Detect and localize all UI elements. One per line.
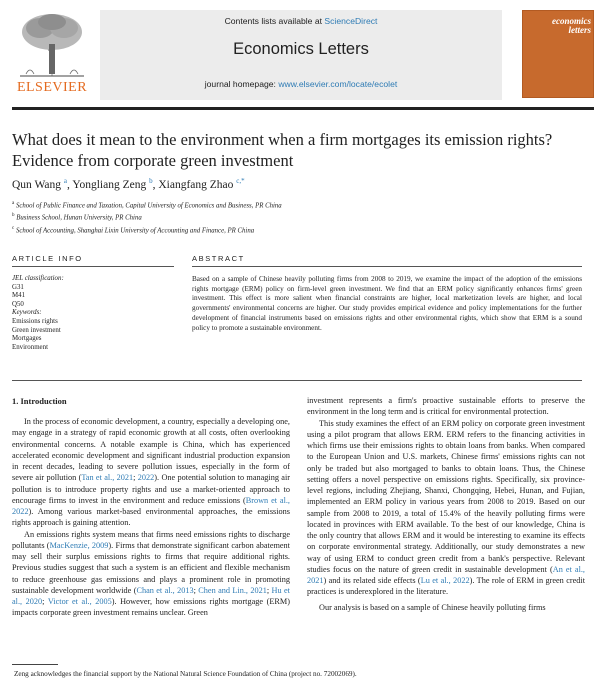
homepage-prefix: journal homepage: bbox=[204, 79, 279, 89]
author-3-affil-link[interactable]: c,* bbox=[236, 177, 245, 185]
paragraph: An emissions rights system means that firms need emissions rights to discharge pollutants (MacKenzie, 2009). Firms that demonstrate significant carbon abatement may sell their surplus emissions rights to firms that require additional rights. Previous studies suggest that such a system is an efficient and flexible mechanism to reduce greenhouse gas emissions and plays a prominent role in promoting sustainable development worldwide (Chan et al., 2013; Chen and Lin., 2021; Hu et al., 2020; Victor et al., 2005). However, how emissions rights mortgage (ERM) impacts corporate green investment remains unclear. Green bbox=[12, 529, 290, 618]
abstract-rule bbox=[192, 266, 582, 267]
contents-line bbox=[100, 16, 502, 26]
citation-link[interactable]: Hu et al., 2020 bbox=[12, 585, 290, 606]
citation-link[interactable]: Chan et al., 2013 bbox=[136, 585, 194, 595]
paragraph: investment represents a firm's proactive sustainable efforts to preserve the environment in the long term and is critical for environmental protection. bbox=[307, 396, 585, 417]
citation-link[interactable]: Chen and Lin., 2021 bbox=[198, 585, 267, 595]
citation-link[interactable]: 2022 bbox=[137, 473, 155, 483]
abstract-bottom-rule bbox=[12, 380, 582, 381]
keyword: Emissions rights bbox=[12, 317, 58, 325]
sciencedirect-link[interactable]: ScienceDirect bbox=[324, 16, 378, 26]
article-info bbox=[12, 275, 162, 352]
paragraph: Our analysis is based on a sample of Chinese heavily polluting firms bbox=[319, 602, 546, 612]
contents-prefix: Contents lists available at bbox=[224, 16, 325, 26]
journal-cover[interactable] bbox=[522, 10, 594, 98]
masthead bbox=[100, 10, 502, 100]
footnote-rule bbox=[12, 664, 58, 665]
jel-label: JEL classification: bbox=[12, 275, 64, 282]
keyword: Environment bbox=[12, 343, 48, 351]
citation-link[interactable]: An et al., 2021 bbox=[307, 564, 585, 585]
author-list: Qun Wang $^a$, Yongliang Zeng $^b$, Xiangfang Zhao $^{c,*}$ bbox=[12, 177, 245, 191]
introduction-heading: 1. Introduction bbox=[12, 396, 67, 406]
paragraph: In the process of economic development, a country, especially a developing one, may engage in a strategy of rapid economic growth at all costs, often overlooking environmental concerns. A notable example is China, which has experienced accelerated economic development and significant industrial production expansion in recent decades, leading to severe pollution issues, especially in the form of severe air pollution (Tan et al., 2021; 2022). One potential solution to managing air pollution is to introduce property rights and use a market-oriented approach to encourage firms to invest in the environment and reduce emissions (Brown et al., 2022). Among various market-based environmental approaches, the emissions rights approach is gaining attention. bbox=[12, 417, 290, 528]
citation-link[interactable]: Brown et al., 2022 bbox=[12, 495, 290, 516]
citation-link[interactable]: Tan et al., 2021 bbox=[81, 473, 134, 483]
keyword: Green investment bbox=[12, 326, 61, 334]
homepage-line bbox=[100, 79, 502, 89]
cover-title bbox=[527, 17, 591, 35]
jel-code: G31 bbox=[12, 283, 24, 291]
journal-title: Economics Letters bbox=[233, 40, 369, 58]
citation-link[interactable]: Victor et al., 2005 bbox=[47, 597, 112, 606]
affiliations bbox=[12, 199, 572, 236]
journal-homepage-link[interactable]: www.elsevier.com/locate/ecolet bbox=[278, 79, 398, 89]
paragraph: This study examines the effect of an ERM policy on corporate green investment using a pilot program that allows ERM. ERM refers to the financing activities in which firms use their emissions rights to obtain loans from banks. When compared to the European Union and U.S. markets, Chinese firms' emissions rights can not only be traded but also mortgaged to banks to obtain loans. Thus, the Chinese setting offers a novel perspective on emissions rights. Specifically, six province-level regions, including Zhejiang, Shanxi, Chongqing, Hebei, Hunan, and Fujian, implemented an ERM policy in various years from 2008 to 2019. Based on our sample from 2008 to 2019, a total of 15.4% of the heavily polluting firms were located in provinces with ERM available. To the best of our knowledge, China is the only country that allows ERM and it would be interesting to examine its effects on corporate environmental strategy. Additionally, our study demonstrates a new way of using ERM to conduct green credit from a bank's perspective. Relevant studies focus on the nature of green credit in sustainable development (An et al., 2021) and its related side effects (Lu et al., 2022). The role of ERM in green credit practices is underexplored in the literature. bbox=[307, 418, 585, 597]
author-2[interactable]: Yongliang Zeng $^b$ bbox=[72, 177, 153, 191]
elsevier-tree-icon bbox=[12, 10, 92, 78]
article-info-rule bbox=[12, 266, 174, 267]
cover-title-line1: economics bbox=[552, 16, 591, 26]
affiliation-c: $^c$ School of Accounting, Shanghai Lixin University of Accounting and Finance, PR China bbox=[12, 225, 255, 234]
author-1[interactable]: Qun Wang $^a$ bbox=[12, 177, 67, 191]
jel-code: Q50 bbox=[12, 300, 24, 308]
body-column-right bbox=[307, 395, 585, 613]
author-1-affil-link[interactable]: a bbox=[63, 177, 67, 185]
jel-code: M41 bbox=[12, 292, 26, 300]
elsevier-logo[interactable] bbox=[12, 10, 92, 100]
keywords-label: Keywords: bbox=[12, 309, 42, 317]
header-divider bbox=[12, 107, 594, 110]
footnote: Zeng acknowledges the financial support by the National Natural Science Foundation of China (project no. 72002069). bbox=[14, 670, 357, 678]
body-column-left bbox=[12, 416, 290, 619]
abstract-text: Based on a sample of Chinese heavily polluting firms from 2008 to 2019, we examine the impact of the adoption of the emissions rights mortgage (ERM) policy on firm-level green investment. We find that an ERM policy significantly enhances firms' green investment. This effect is more salient when financial constraints are higher, local marketization levels are higher, and local governments' environmental concerns are higher. Our study provides empirical evidence and policy implementations for the further development of financial instruments based on emissions rights and other environmental rights, which show that ERM is a sound policy to promote a sustainable environment. bbox=[192, 275, 582, 332]
publisher-name: ELSEVIER bbox=[16, 80, 88, 95]
author-2-affil-link[interactable]: b bbox=[149, 177, 153, 185]
affiliation-a: $^a$ School of Public Finance and Taxation, Capital University of Economics and Business, PR China bbox=[12, 201, 282, 210]
article-info-heading: ARTICLE INFO bbox=[12, 254, 83, 263]
keyword: Mortgages bbox=[12, 335, 42, 343]
article-title: What does it mean to the environment when a firm mortgages its emission rights? Evidence from corporate green investment bbox=[12, 130, 553, 170]
cover-title-line2: letters bbox=[568, 25, 591, 35]
abstract-heading: ABSTRACT bbox=[192, 254, 245, 263]
affiliation-b: $^b$ Business School, Hunan University, PR China bbox=[12, 213, 142, 222]
journal-header bbox=[12, 10, 594, 100]
author-3[interactable]: Xiangfang Zhao $^{c,*}$ bbox=[158, 177, 245, 191]
citation-link[interactable]: Lu et al., 2022 bbox=[420, 576, 470, 585]
citation-link[interactable]: MacKenzie, 2009 bbox=[49, 540, 109, 550]
